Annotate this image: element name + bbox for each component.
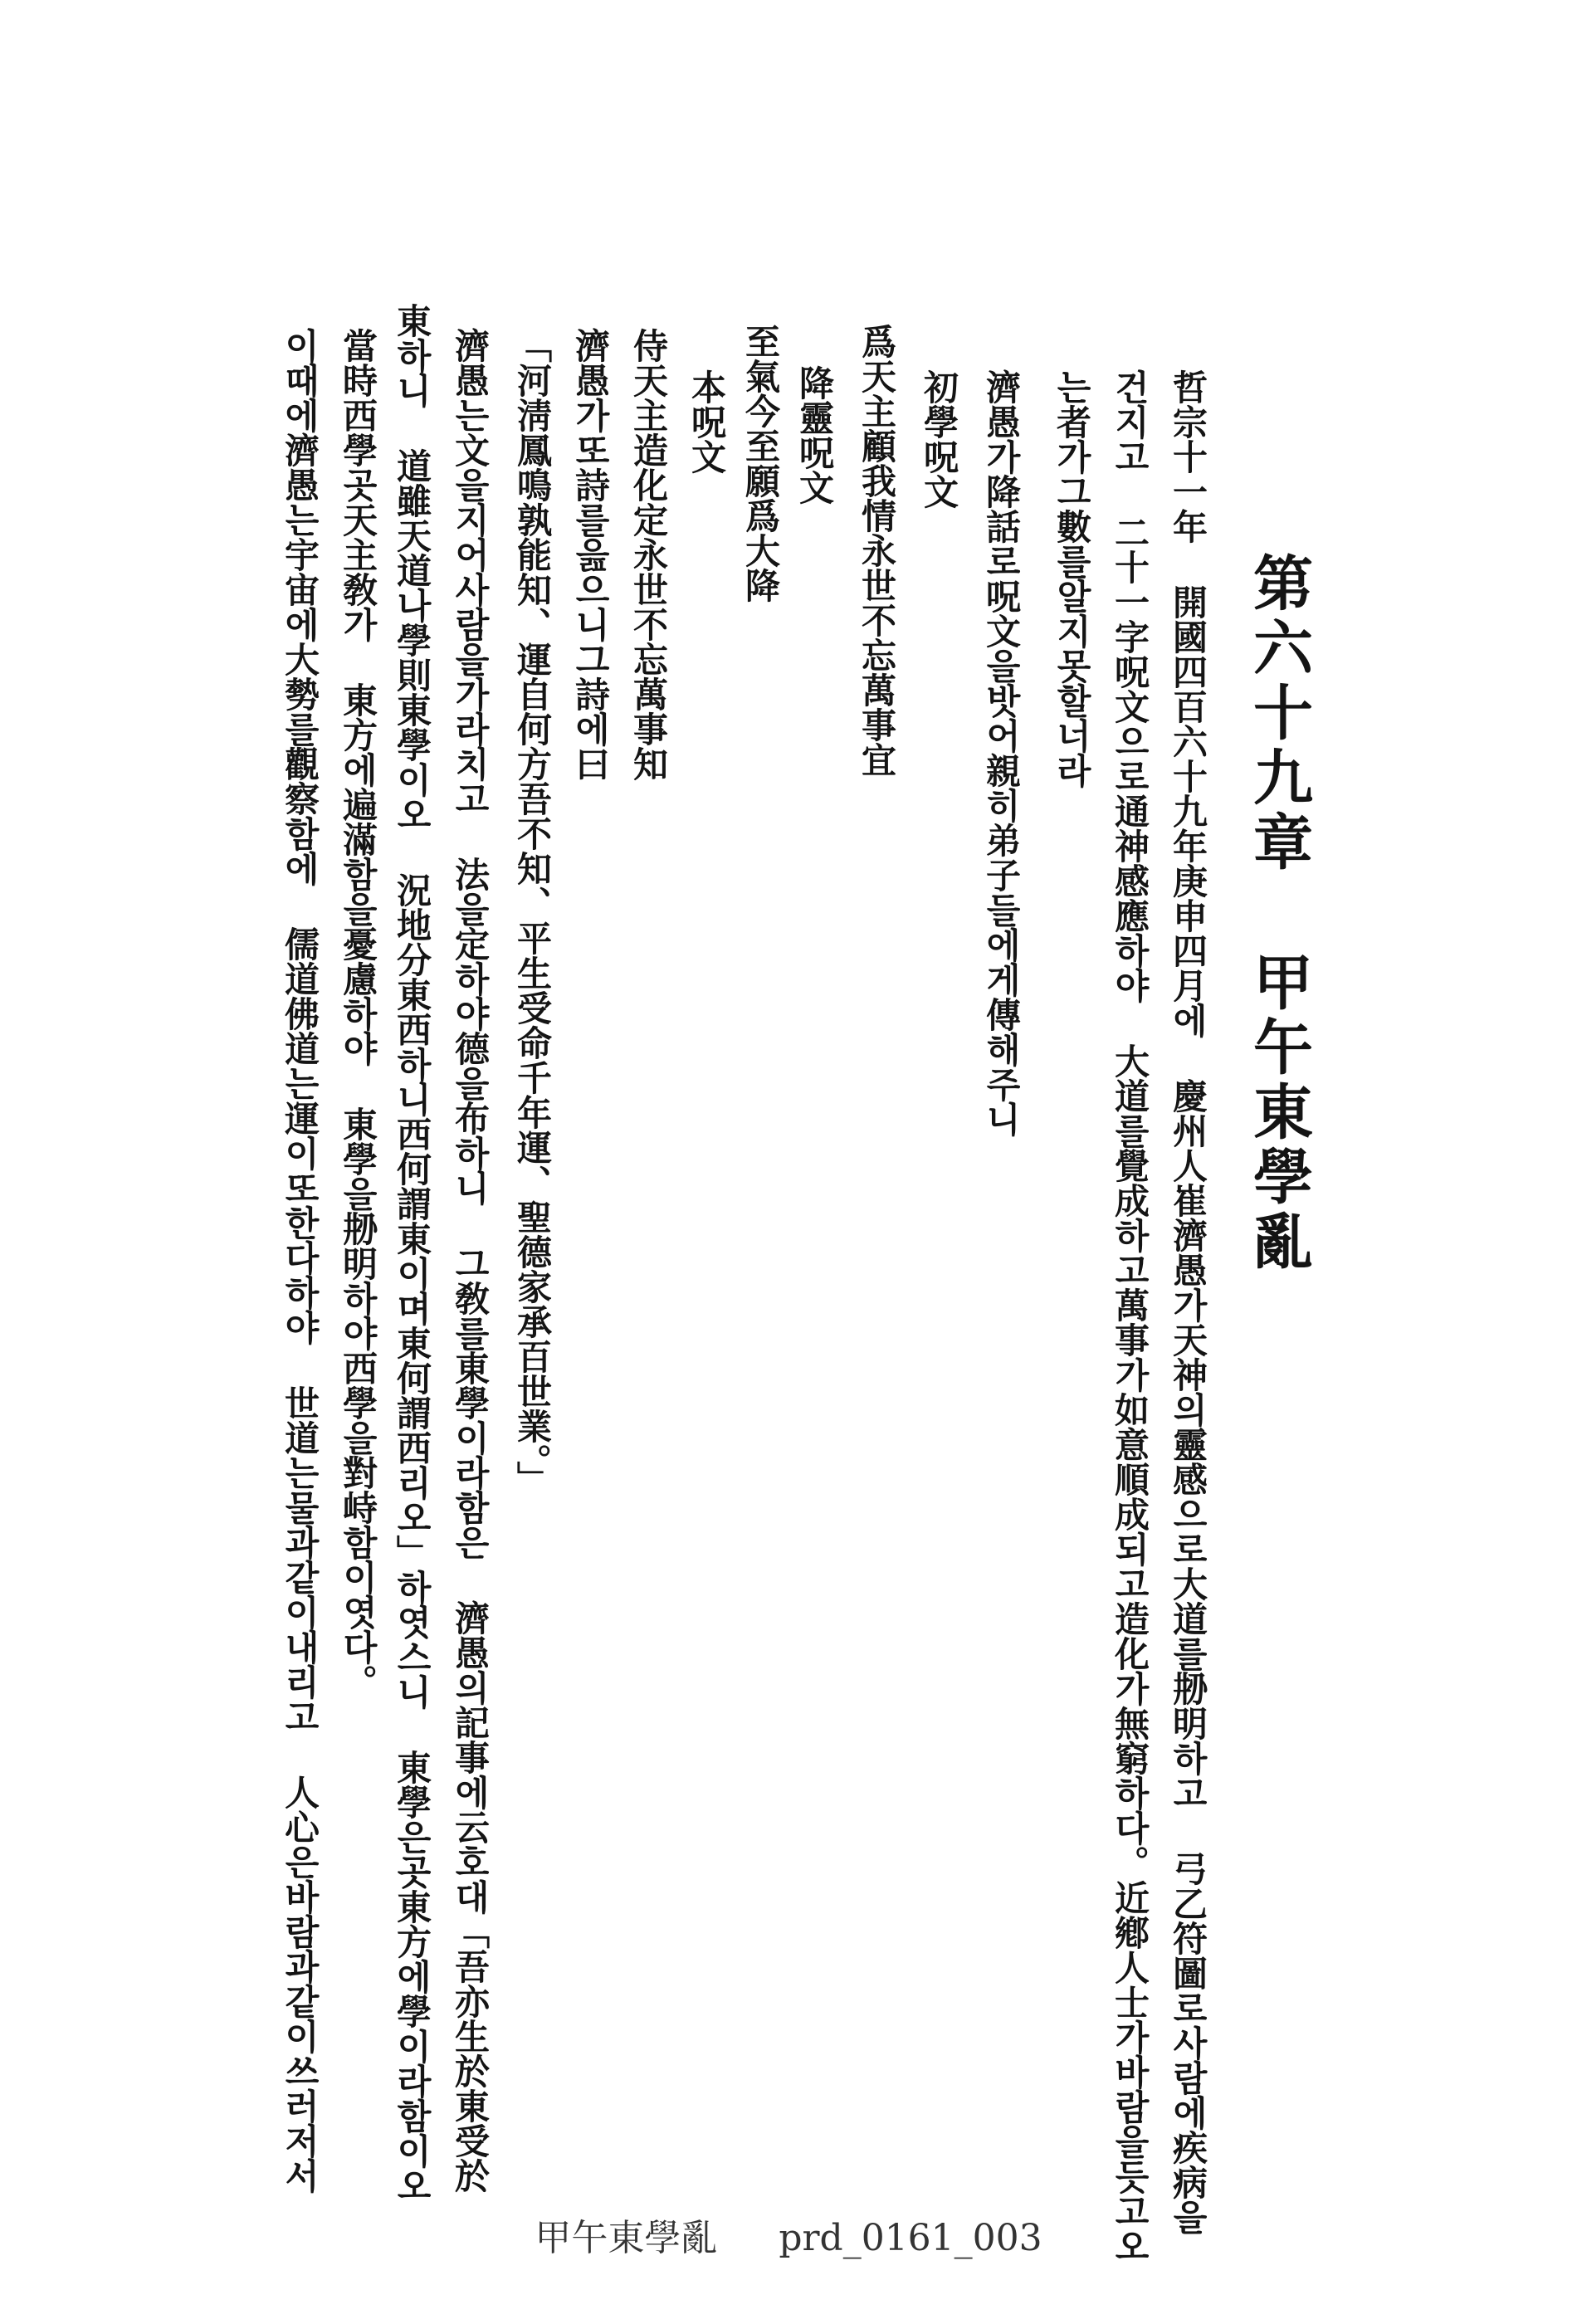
text-column-11: 濟愚가또詩를읊으니그詩에曰 bbox=[570, 328, 611, 781]
text-column-13: 濟愚는文을지어사람을가라치고 法을定하야德을布하니 그敎를東學이라함은 濟愚의記事에云호대「吾亦生於東受於 bbox=[450, 328, 491, 2193]
text-column-9: 本呪文 bbox=[686, 369, 727, 474]
text-column-6: 爲天主顧我情永世不忘萬事宜 bbox=[857, 324, 897, 777]
text-column-8: 至氣今至願爲大降 bbox=[740, 324, 781, 603]
chapter-title: 第六十九章 甲午東學亂 bbox=[1243, 552, 1314, 1275]
text-column-16: 이때에濟愚는宇宙에大勢를觀察함에 儒道佛道는運이또한다하야 世道는물과같이내리고 人心은바람과같이쓰러저서 bbox=[280, 328, 320, 2193]
footer-book-title: 甲午東學亂 bbox=[535, 2217, 718, 2259]
text-column-15: 當時西學곳天主敎가 東方에遍滿함을憂慮하야 東學을刱明하야西學을對峙함이엿다。 bbox=[338, 328, 378, 1699]
text-column-12: 「河淸鳳鳴孰能知、運自何方吾不知、平生受命千年運、聖德家承百世業。」 bbox=[512, 328, 553, 1496]
text-column-3: 는者가그數를알지못할너라 bbox=[1052, 369, 1092, 788]
footer-page-code: prd_0161_003 bbox=[779, 2217, 1042, 2259]
text-column-7: 降靈呪文 bbox=[794, 365, 835, 505]
text-column-14: 東하니 道雖天道나學則東學이오 況地分東西하니西何謂東이며東何謂西리오」하엿스니 東學은곳東方에學이라함이오 bbox=[392, 303, 432, 2203]
text-column-5: 初學呪文 bbox=[919, 369, 959, 509]
text-column-1: 哲宗十一年 開國四百六十九年庚申四月에 慶州人崔濟愚가天神의靈感으로大道를刱明하고 弓乙符圖로사람에疾病을 bbox=[1168, 369, 1208, 2234]
text-column-10: 侍天主造化定永世不忘萬事知 bbox=[628, 328, 669, 781]
page-footer bbox=[0, 2208, 1577, 2261]
text-column-2: 건지고 二十一字呪文으로通神感應하야 大道를覺成하고萬事가如意順成되고造化가無窮하다。近鄕人士가바람을듯고오 bbox=[1110, 369, 1150, 2263]
text-column-4: 濟愚가降話로呪文을밧어親히弟子들에게傳해주니 bbox=[981, 369, 1022, 1136]
